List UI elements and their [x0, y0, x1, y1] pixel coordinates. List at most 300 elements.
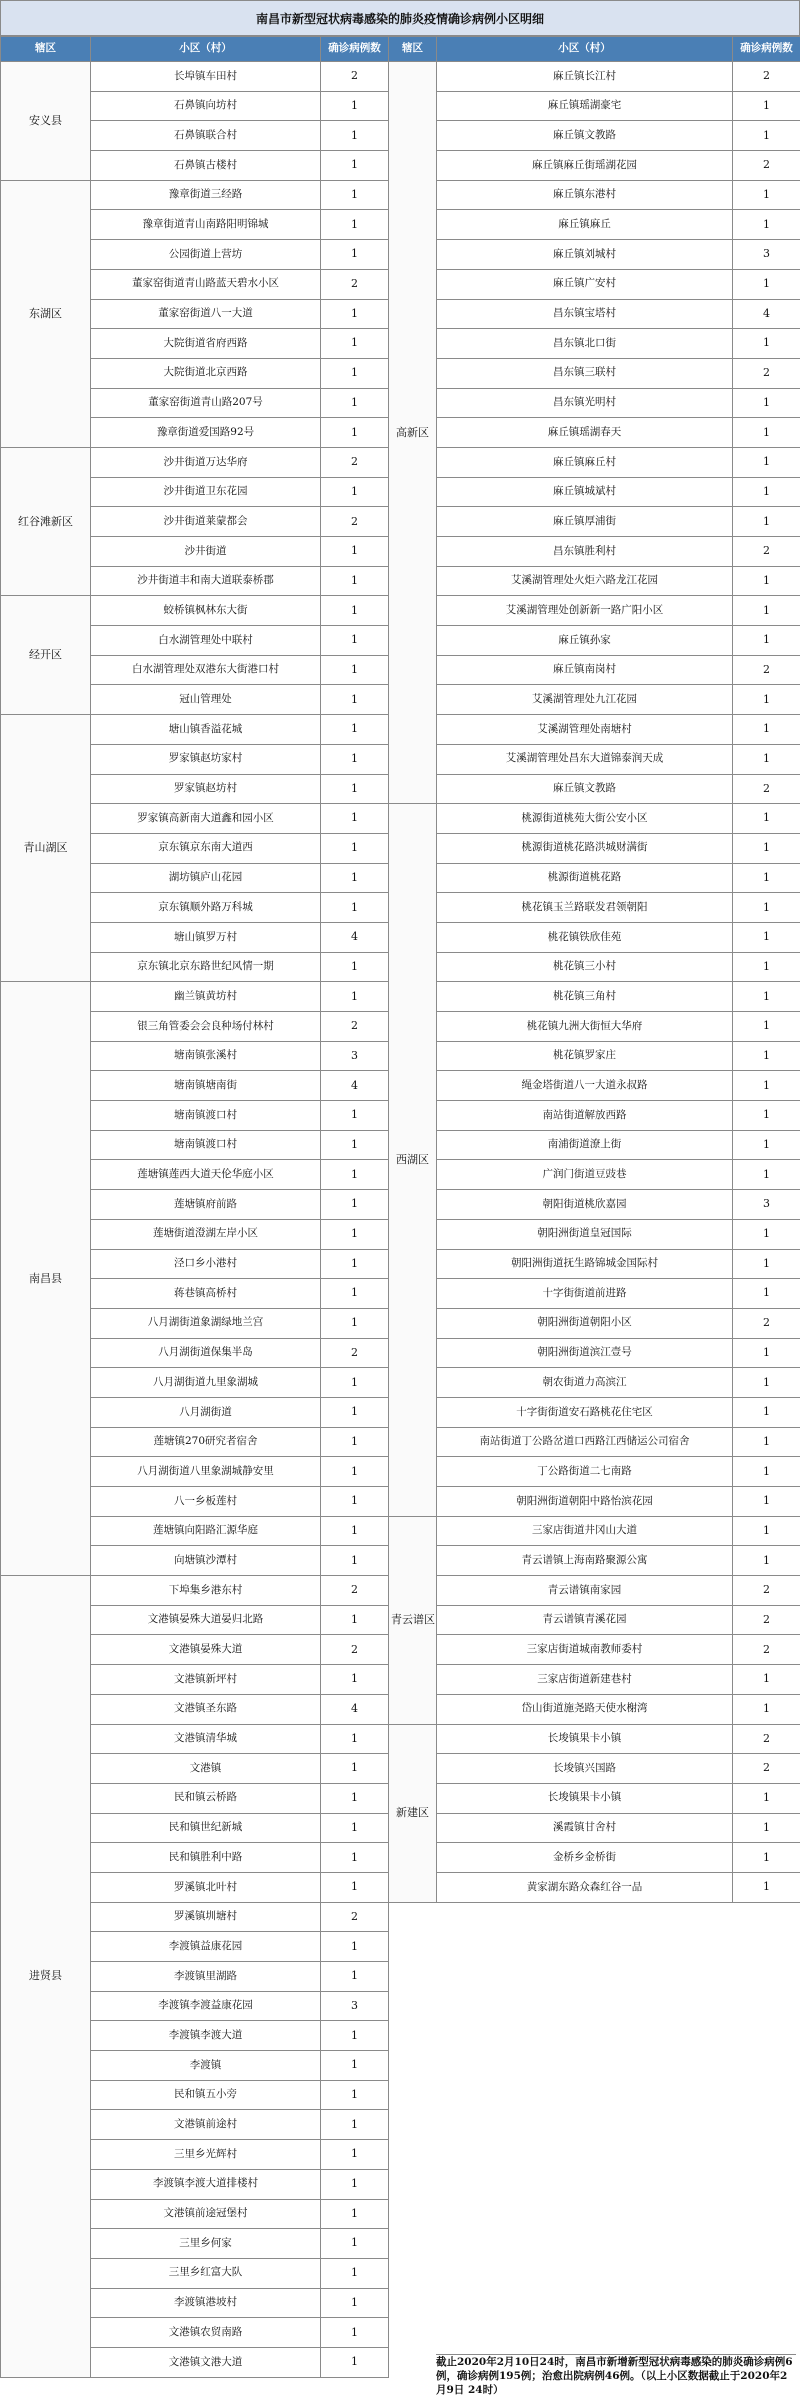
table-row: [389, 715, 800, 745]
district-cell: 高新区: [389, 62, 437, 804]
page-title: 南昌市新型冠状病毒感染的肺炎疫情确诊病例小区明细: [0, 0, 800, 36]
case-count-cell: 1: [733, 685, 800, 715]
community-cell: 莲塘镇莲西大道天伦华庭小区: [91, 1160, 321, 1190]
left-header-row: [1, 37, 389, 62]
table-row: [389, 1457, 800, 1487]
case-count-cell: 1: [733, 210, 800, 240]
community-cell: 金桥乡金桥街: [437, 1843, 733, 1873]
case-count-cell: 1: [321, 685, 389, 715]
case-count-cell: 1: [321, 388, 389, 418]
community-cell: 塘南镇塘南街: [91, 1071, 321, 1101]
case-count-cell: 2: [321, 1902, 389, 1932]
case-count-cell: 1: [733, 447, 800, 477]
table-row: [389, 833, 800, 863]
right-case-table: [388, 36, 800, 1903]
case-count-cell: 1: [321, 2051, 389, 2081]
case-count-cell: 3: [733, 240, 800, 270]
table-row: [389, 1635, 800, 1665]
case-count-cell: 1: [733, 596, 800, 626]
community-cell: 朝农街道力高滨江: [437, 1368, 733, 1398]
case-count-cell: 1: [321, 715, 389, 745]
case-count-cell: 1: [321, 1249, 389, 1279]
table-row: [389, 893, 800, 923]
case-count-cell: 1: [321, 863, 389, 893]
case-count-cell: 1: [733, 1872, 800, 1902]
case-count-cell: 1: [321, 2199, 389, 2229]
district-cell: 西湖区: [389, 804, 437, 1517]
case-count-cell: 1: [321, 210, 389, 240]
case-count-cell: 1: [733, 418, 800, 448]
table-row: [389, 1576, 800, 1606]
case-count-cell: 1: [321, 358, 389, 388]
community-cell: 麻丘镇瑶湖春天: [437, 418, 733, 448]
footnote: 截止2020年2月10日24时，南昌市新增新型冠状病毒感染的肺炎确诊病例6例，确诊病例195例；治愈出院病例46例。（以上小区数据截止于2020年2月9日 24时）: [436, 2354, 796, 2401]
table-row: [389, 1724, 800, 1754]
table-row: [389, 418, 800, 448]
case-count-cell: 2: [733, 151, 800, 181]
community-cell: 桃花镇玉兰路联发君领朝阳: [437, 893, 733, 923]
community-cell: 南站街道丁公路岔道口西路江西储运公司宿舍: [437, 1427, 733, 1457]
community-cell: 桃花镇三角村: [437, 982, 733, 1012]
community-cell: 麻丘镇孙家: [437, 626, 733, 656]
case-count-cell: 2: [321, 1576, 389, 1606]
table-row: [389, 1249, 800, 1279]
case-count-cell: 1: [733, 863, 800, 893]
community-cell: 文港镇晏殊大道晏归北路: [91, 1605, 321, 1635]
table-row: [389, 1071, 800, 1101]
case-count-cell: 1: [733, 329, 800, 359]
community-cell: 麻丘镇长江村: [437, 62, 733, 92]
community-cell: 冠山管理处: [91, 685, 321, 715]
table-row: [389, 180, 800, 210]
community-cell: 民和镇世纪新城: [91, 1813, 321, 1843]
district-cell: 南昌县: [1, 982, 91, 1576]
column-header-community: 小区（村）: [437, 37, 733, 62]
district-cell: 经开区: [1, 596, 91, 715]
table-row: [389, 507, 800, 537]
table-row: [389, 1516, 800, 1546]
case-count-cell: 1: [733, 1457, 800, 1487]
case-count-cell: 2: [733, 537, 800, 567]
case-count-cell: 1: [321, 2347, 389, 2377]
case-count-cell: 1: [733, 1338, 800, 1368]
case-count-cell: 1: [321, 1487, 389, 1517]
community-cell: 向塘镇沙潭村: [91, 1546, 321, 1576]
community-cell: 文港镇前途冠堡村: [91, 2199, 321, 2229]
community-cell: 文港镇农贸南路: [91, 2318, 321, 2348]
case-count-cell: 1: [733, 477, 800, 507]
case-count-cell: 2: [321, 269, 389, 299]
case-count-cell: 2: [733, 1308, 800, 1338]
community-cell: 三家店街道新建巷村: [437, 1665, 733, 1695]
case-count-cell: 1: [321, 893, 389, 923]
table-row: [389, 121, 800, 151]
table-row: [1, 715, 389, 745]
case-count-cell: 1: [321, 2140, 389, 2170]
community-cell: 桃源街道桃花路: [437, 863, 733, 893]
case-count-cell: 2: [321, 62, 389, 92]
community-cell: 塘山镇罗万村: [91, 922, 321, 952]
case-count-cell: 1: [733, 626, 800, 656]
case-count-cell: 1: [321, 2318, 389, 2348]
case-count-cell: 1: [733, 1546, 800, 1576]
case-count-cell: 1: [733, 833, 800, 863]
case-count-cell: 1: [321, 1724, 389, 1754]
community-cell: 八月湖街道: [91, 1397, 321, 1427]
table-row: [389, 1427, 800, 1457]
case-count-cell: 1: [733, 893, 800, 923]
community-cell: 李渡镇李渡大道排楼村: [91, 2169, 321, 2199]
community-cell: 李渡镇李渡益康花园: [91, 1991, 321, 2021]
case-count-cell: 1: [321, 982, 389, 1012]
table-row: [389, 1487, 800, 1517]
table-row: [389, 358, 800, 388]
community-cell: 绳金塔街道八一大道永叔路: [437, 1071, 733, 1101]
community-cell: 朝阳洲街道皇冠国际: [437, 1219, 733, 1249]
case-count-cell: 1: [321, 1308, 389, 1338]
community-cell: 青云谱镇南家园: [437, 1576, 733, 1606]
table-row: [389, 62, 800, 92]
community-cell: 民和镇五小旁: [91, 2080, 321, 2110]
table-row: [389, 151, 800, 181]
case-count-cell: 1: [321, 566, 389, 596]
case-count-cell: 1: [321, 2110, 389, 2140]
community-cell: 李渡镇里湖路: [91, 1962, 321, 1992]
case-count-cell: 1: [321, 299, 389, 329]
community-cell: 大院街道北京西路: [91, 358, 321, 388]
case-count-cell: 1: [321, 329, 389, 359]
community-cell: 麻丘镇麻丘街瑶湖花园: [437, 151, 733, 181]
case-count-cell: 2: [321, 1338, 389, 1368]
community-cell: 塘南镇张溪村: [91, 1041, 321, 1071]
district-cell: 东湖区: [1, 180, 91, 447]
case-count-cell: 2: [733, 655, 800, 685]
table-row: [389, 269, 800, 299]
case-count-cell: 1: [733, 1397, 800, 1427]
case-count-cell: 1: [321, 1457, 389, 1487]
case-count-cell: 4: [733, 299, 800, 329]
community-cell: 文港镇晏殊大道: [91, 1635, 321, 1665]
community-cell: 朝阳洲街道抚生路锦城金国际村: [437, 1249, 733, 1279]
community-cell: 三里乡红富大队: [91, 2258, 321, 2288]
table-row: [389, 1012, 800, 1042]
community-cell: 莲塘街道澄湖左岸小区: [91, 1219, 321, 1249]
case-count-cell: 1: [321, 2288, 389, 2318]
table-row: [389, 537, 800, 567]
community-cell: 青云谱镇青溪花园: [437, 1605, 733, 1635]
community-cell: 民和镇胜利中路: [91, 1843, 321, 1873]
community-cell: 白水湖管理处双港东大街港口村: [91, 655, 321, 685]
community-cell: 昌东镇三联村: [437, 358, 733, 388]
community-cell: 沙井街道万达华府: [91, 447, 321, 477]
case-count-cell: 1: [733, 1219, 800, 1249]
table-row: [1, 596, 389, 626]
community-cell: 罗家镇赵坊家村: [91, 744, 321, 774]
community-cell: 泾口乡小港村: [91, 1249, 321, 1279]
community-cell: 三家店街道井冈山大道: [437, 1516, 733, 1546]
community-cell: 麻丘镇东港村: [437, 180, 733, 210]
table-row: [389, 596, 800, 626]
community-cell: 文港镇前途村: [91, 2110, 321, 2140]
column-header-community: 小区（村）: [91, 37, 321, 62]
community-cell: 三里乡何家: [91, 2229, 321, 2259]
case-count-cell: 1: [321, 2169, 389, 2199]
case-count-cell: 1: [321, 1160, 389, 1190]
case-count-cell: 1: [321, 1101, 389, 1131]
community-cell: 昌东镇胜利村: [437, 537, 733, 567]
case-count-cell: 1: [733, 1665, 800, 1695]
community-cell: 文港镇文港大道: [91, 2347, 321, 2377]
table-row: [389, 240, 800, 270]
case-count-cell: 2: [321, 447, 389, 477]
case-count-cell: 1: [321, 1932, 389, 1962]
case-count-cell: 3: [321, 1041, 389, 1071]
community-cell: 广润门街道豆豉巷: [437, 1160, 733, 1190]
case-count-cell: 1: [321, 2229, 389, 2259]
community-cell: 八月湖街道象湖绿地兰宫: [91, 1308, 321, 1338]
community-cell: 李渡镇港坡村: [91, 2288, 321, 2318]
community-cell: 昌东镇宝塔村: [437, 299, 733, 329]
community-cell: 丁公路街道二七南路: [437, 1457, 733, 1487]
community-cell: 桃源街道桃花路洪城财满街: [437, 833, 733, 863]
table-row: [389, 1338, 800, 1368]
case-count-cell: 1: [321, 2021, 389, 2051]
table-row: [389, 922, 800, 952]
case-count-cell: 1: [321, 1368, 389, 1398]
district-cell: 进贤县: [1, 1576, 91, 2378]
case-count-cell: 1: [321, 1546, 389, 1576]
community-cell: 长埈镇果卡小镇: [437, 1724, 733, 1754]
case-count-cell: 1: [733, 922, 800, 952]
case-count-cell: 2: [733, 62, 800, 92]
community-cell: 昌东镇光明村: [437, 388, 733, 418]
case-count-cell: 1: [321, 1962, 389, 1992]
case-count-cell: 1: [321, 1665, 389, 1695]
table-row: [389, 447, 800, 477]
case-count-cell: 1: [733, 1694, 800, 1724]
community-cell: 下埠集乡港东村: [91, 1576, 321, 1606]
community-cell: 溪霞镇甘舍村: [437, 1813, 733, 1843]
table-row: [389, 299, 800, 329]
community-cell: 麻丘镇厚浦街: [437, 507, 733, 537]
community-cell: 三家店街道城南教师委村: [437, 1635, 733, 1665]
community-cell: 罗家镇赵坊村: [91, 774, 321, 804]
community-cell: 蒋巷镇高桥村: [91, 1279, 321, 1309]
community-cell: 莲塘镇府前路: [91, 1190, 321, 1220]
table-row: [389, 210, 800, 240]
community-cell: 李渡镇李渡大道: [91, 2021, 321, 2051]
case-count-cell: 1: [321, 952, 389, 982]
case-count-cell: 1: [733, 1130, 800, 1160]
community-cell: 南浦街道潦上街: [437, 1130, 733, 1160]
community-cell: 麻丘镇文教路: [437, 121, 733, 151]
case-count-cell: 1: [733, 744, 800, 774]
community-cell: 麻丘镇广安村: [437, 269, 733, 299]
community-cell: 罗溪镇圳塘村: [91, 1902, 321, 1932]
table-row: [389, 655, 800, 685]
case-count-cell: 2: [321, 1012, 389, 1042]
table-row: [389, 1754, 800, 1784]
table-row: [389, 1279, 800, 1309]
case-count-cell: 1: [321, 2258, 389, 2288]
table-row: [389, 1546, 800, 1576]
community-cell: 石鼻镇古楼村: [91, 151, 321, 181]
case-count-cell: 1: [321, 1783, 389, 1813]
case-count-cell: 3: [321, 1991, 389, 2021]
case-count-cell: 1: [733, 1368, 800, 1398]
community-cell: 石鼻镇向坊村: [91, 91, 321, 121]
community-cell: 麻丘镇瑶湖豪宅: [437, 91, 733, 121]
community-cell: 白水湖管理处中联村: [91, 626, 321, 656]
case-count-cell: 1: [321, 537, 389, 567]
table-row: [1, 447, 389, 477]
community-cell: 大院街道省府西路: [91, 329, 321, 359]
district-cell: 安义县: [1, 62, 91, 181]
community-cell: 董家窑街道青山路207号: [91, 388, 321, 418]
community-cell: 李渡镇益康花园: [91, 1932, 321, 1962]
community-cell: 京东镇顺外路万科城: [91, 893, 321, 923]
community-cell: 八月湖街道八里象湖城静安里: [91, 1457, 321, 1487]
community-cell: 莲塘镇270研究者宿舍: [91, 1427, 321, 1457]
community-cell: 塘南镇渡口村: [91, 1101, 321, 1131]
community-cell: 京东镇京东南大道西: [91, 833, 321, 863]
column-header-district: 辖区: [1, 37, 91, 62]
community-cell: 桃花镇罗家庄: [437, 1041, 733, 1071]
community-cell: 塘南镇渡口村: [91, 1130, 321, 1160]
case-count-cell: 1: [321, 596, 389, 626]
community-cell: 长埠镇车田村: [91, 62, 321, 92]
community-cell: 八月湖街道保集半岛: [91, 1338, 321, 1368]
case-count-cell: 1: [733, 1516, 800, 1546]
table-row: [389, 1130, 800, 1160]
community-cell: 麻丘镇南岗村: [437, 655, 733, 685]
community-cell: 石鼻镇联合村: [91, 121, 321, 151]
table-row: [389, 1813, 800, 1843]
table-row: [389, 685, 800, 715]
case-count-cell: 2: [733, 358, 800, 388]
case-count-cell: 1: [321, 2080, 389, 2110]
table-row: [389, 1694, 800, 1724]
community-cell: 罗溪镇北叶村: [91, 1872, 321, 1902]
table-row: [389, 863, 800, 893]
case-count-cell: 1: [733, 1041, 800, 1071]
case-count-cell: 1: [321, 1130, 389, 1160]
case-count-cell: 1: [733, 1813, 800, 1843]
community-cell: 岱山街道施尧路天使水榭湾: [437, 1694, 733, 1724]
table-row: [1, 62, 389, 92]
community-cell: 艾溪湖管理处南塘村: [437, 715, 733, 745]
table-row: [389, 744, 800, 774]
table-row: [389, 1843, 800, 1873]
community-cell: 湖坊镇庐山花园: [91, 863, 321, 893]
table-row: [389, 1041, 800, 1071]
case-count-cell: 1: [733, 1012, 800, 1042]
community-cell: 昌东镇北口街: [437, 329, 733, 359]
case-count-cell: 2: [321, 507, 389, 537]
table-row: [389, 1308, 800, 1338]
community-cell: 麻丘镇文教路: [437, 774, 733, 804]
table-row: [389, 1397, 800, 1427]
case-count-cell: 1: [733, 1783, 800, 1813]
case-count-cell: 2: [733, 1576, 800, 1606]
case-count-cell: 1: [321, 1190, 389, 1220]
table-row: [1, 982, 389, 1012]
table-row: [389, 626, 800, 656]
community-cell: 朝阳洲街道朝阳中路怡滨花园: [437, 1487, 733, 1517]
case-count-cell: 1: [321, 1516, 389, 1546]
table-row: [389, 952, 800, 982]
table-row: [389, 477, 800, 507]
case-count-cell: 1: [321, 1427, 389, 1457]
community-cell: 豫章街道爱国路92号: [91, 418, 321, 448]
community-cell: 桃花镇九洲大街恒大华府: [437, 1012, 733, 1042]
table-row: [389, 1219, 800, 1249]
community-cell: 长埈镇兴国路: [437, 1754, 733, 1784]
table-row: [389, 1872, 800, 1902]
case-count-cell: 1: [733, 1487, 800, 1517]
table-row: [389, 1368, 800, 1398]
district-cell: 新建区: [389, 1724, 437, 1902]
case-count-cell: 1: [733, 1427, 800, 1457]
district-cell: 青山湖区: [1, 715, 91, 982]
community-cell: 十字街街道安石路桃花住宅区: [437, 1397, 733, 1427]
community-cell: 文港镇新坪村: [91, 1665, 321, 1695]
community-cell: 八月湖街道九里象湖城: [91, 1368, 321, 1398]
table-row: [389, 1783, 800, 1813]
case-count-cell: 2: [321, 1635, 389, 1665]
community-cell: 桃花镇三小村: [437, 952, 733, 982]
community-cell: 八一乡板莲村: [91, 1487, 321, 1517]
community-cell: 长埈镇果卡小镇: [437, 1783, 733, 1813]
case-count-cell: 1: [321, 804, 389, 834]
table-row: [389, 566, 800, 596]
case-count-cell: 1: [321, 833, 389, 863]
community-cell: 桃源街道桃苑大街公安小区: [437, 804, 733, 834]
case-count-cell: 1: [321, 240, 389, 270]
community-cell: 艾溪湖管理处昌东大道锦泰润天成: [437, 744, 733, 774]
case-count-cell: 1: [733, 1249, 800, 1279]
case-count-cell: 1: [733, 507, 800, 537]
community-cell: 沙井街道卫东花园: [91, 477, 321, 507]
case-count-cell: 1: [733, 121, 800, 151]
case-count-cell: 1: [733, 566, 800, 596]
community-cell: 三里乡光辉村: [91, 2140, 321, 2170]
case-count-cell: 2: [733, 1724, 800, 1754]
table-row: [389, 91, 800, 121]
case-count-cell: 1: [321, 1605, 389, 1635]
case-count-cell: 1: [733, 982, 800, 1012]
case-count-cell: 1: [321, 151, 389, 181]
case-count-cell: 1: [321, 1754, 389, 1784]
community-cell: 南站街道解放西路: [437, 1101, 733, 1131]
district-cell: 红谷滩新区: [1, 447, 91, 595]
community-cell: 十字街街道前进路: [437, 1279, 733, 1309]
table-row: [1, 1576, 389, 1606]
case-count-cell: 1: [321, 1843, 389, 1873]
table-row: [389, 1665, 800, 1695]
case-count-cell: 1: [733, 269, 800, 299]
case-count-cell: 1: [321, 91, 389, 121]
table-row: [1, 180, 389, 210]
district-cell: 青云谱区: [389, 1516, 437, 1724]
case-count-cell: 1: [733, 91, 800, 121]
community-cell: 李渡镇: [91, 2051, 321, 2081]
column-header-count: 确诊病例数: [321, 37, 389, 62]
table-row: [389, 1101, 800, 1131]
case-count-cell: 1: [321, 121, 389, 151]
community-cell: 文港镇: [91, 1754, 321, 1784]
case-count-cell: 2: [733, 1605, 800, 1635]
